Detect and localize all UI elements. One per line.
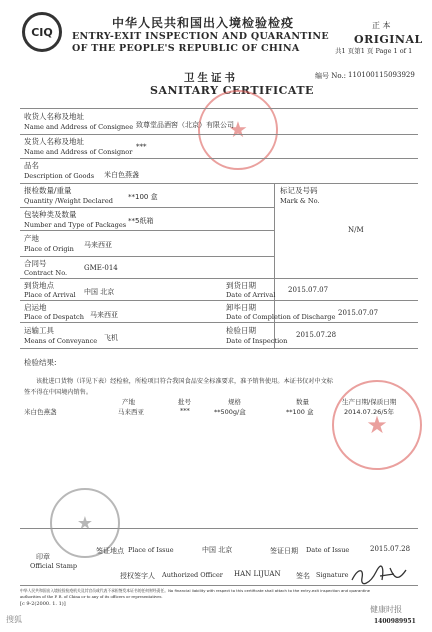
marks-value: N/M	[348, 226, 364, 234]
handwritten-signature	[350, 564, 410, 586]
signature-label-zh: 签名	[296, 572, 310, 580]
discharge-label-en: Date of Completion of Discharge	[226, 313, 336, 321]
page-info: 共1 页第1 页 Page 1 of 1	[335, 47, 413, 55]
result-row-spec: **500g/盒	[214, 408, 246, 416]
result-row-qty: **100 盒	[286, 408, 314, 416]
issue-date-value: 2015.07.28	[370, 545, 411, 553]
arrival-date-label-en: Date of Arrival	[226, 291, 276, 299]
marks-label-en: Mark & No.	[280, 197, 320, 205]
issue-place-label-zh: 签证地点	[96, 547, 124, 555]
inspection-stamp-top: ★	[198, 90, 278, 170]
serial-number: 1400989951	[374, 618, 416, 625]
origin-label-en: Place of Origin	[24, 245, 74, 253]
officer-label-en: Authorized Officer	[162, 571, 223, 579]
result-heading: 检验结果:	[24, 358, 57, 367]
official-stamp-label-en: Official Stamp	[30, 562, 78, 570]
conveyance-label-zh: 运输工具	[24, 326, 54, 335]
inspection-label-zh: 检验日期	[226, 326, 256, 335]
disclaimer-line-1: 中华人民共和国出入境检验检疫机关及其官员或代表不承担签发本证书的任何财经责任。No financial liability with respect to this certificate shall attach to the entry-exit inspection and quarantine	[20, 588, 371, 593]
header-title-en-1: ENTRY-EXIT INSPECTION AND QUARANTINE	[72, 31, 329, 42]
disclaimer-line-2: authorities of the P. R. of China or to any of its officers or representatives.	[20, 594, 163, 599]
result-row-origin: 马来西亚	[118, 408, 144, 416]
issue-date-label-zh: 签证日期	[270, 547, 298, 555]
origin-label-zh: 产地	[24, 234, 39, 243]
quantity-label-en: Quantity /Weight Declared	[24, 197, 113, 205]
certificate-number: 110100115093929	[348, 71, 415, 79]
goods-value: 米白色燕盏	[104, 171, 139, 179]
quantity-value: **100 盒	[128, 193, 158, 201]
inspection-stamp-results: ★	[332, 380, 422, 470]
marks-label-zh: 标记及号码	[280, 186, 318, 195]
watermark-right: 健康时报	[370, 605, 402, 614]
arrival-date-label-zh: 到货日期	[226, 281, 256, 290]
issue-place-value: 中国 北京	[202, 546, 233, 554]
inspection-label-en: Date of Inspection	[226, 337, 288, 345]
result-text-2: 签不得在中国境内销售。	[24, 389, 93, 396]
officer-label-zh: 授权签字人	[120, 572, 155, 580]
consignee-value: 致尊堂品酒窖（北京）有限公司	[136, 121, 234, 129]
officer-name: HAN LIJUAN	[234, 570, 281, 578]
form-code: [c 9-2(2000. 1. 1)]	[20, 601, 66, 607]
inspection-value: 2015.07.28	[296, 331, 337, 339]
certificate-number-label: 编号 No.:	[315, 72, 347, 80]
conveyance-value: 飞机	[104, 334, 118, 342]
consignee-label-zh: 收货人名称及地址	[24, 112, 84, 121]
arrival-place-label-en: Place of Arrival	[24, 291, 76, 299]
consignor-value: ***	[136, 143, 147, 151]
result-col-origin: 产地	[122, 398, 135, 406]
arrival-place-label-zh: 到货地点	[24, 281, 54, 290]
result-row-date: 2014.07.26/5年	[344, 408, 395, 416]
packages-value: **5纸箱	[128, 217, 154, 225]
conveyance-label-en: Means of Conveyance	[24, 337, 98, 345]
result-col-date: 生产日期/保质日期	[342, 398, 397, 406]
despatch-label-en: Place of Despatch	[24, 313, 84, 321]
result-col-batch: 批号	[178, 398, 191, 406]
consignor-label-zh: 发货人名称及地址	[24, 137, 84, 146]
packages-label-en: Number and Type of Packages	[24, 221, 127, 229]
header-title-en-2: OF THE PEOPLE'S REPUBLIC OF CHINA	[72, 43, 300, 54]
signature-label-en: Signature	[316, 571, 349, 579]
despatch-value: 马来西亚	[90, 311, 118, 319]
original-label-zh: 正 本	[372, 21, 391, 30]
original-label-en: ORIGINAL	[354, 33, 423, 46]
result-row-batch: ***	[180, 407, 190, 415]
despatch-label-zh: 启运地	[24, 303, 47, 312]
official-stamp-seal: ★	[50, 488, 120, 558]
official-stamp-label-zh: 印章	[36, 553, 50, 561]
ciq-logo: CIQ	[22, 12, 62, 52]
result-text-1: 该批进口货物（详见下表）经检验，所检项目符合我国食品安全标准要求，准予销售使用。本证书仅对中文标	[36, 378, 333, 385]
discharge-value: 2015.07.07	[338, 309, 379, 317]
issue-place-label-en: Place of Issue	[128, 546, 174, 554]
header-title-zh: 中华人民共和国出入境检验检疫	[112, 16, 295, 30]
contract-label-en: Contract No.	[24, 269, 68, 277]
certificate-title-en: SANITARY CERTIFICATE	[150, 84, 314, 97]
arrival-date-value: 2015.07.07	[288, 286, 329, 294]
result-row-name: 米白色燕盏	[24, 408, 57, 416]
goods-label-en: Description of Goods	[24, 172, 95, 180]
certificate-title-zh: 卫生证书	[184, 72, 238, 84]
issue-date-label-en: Date of Issue	[306, 546, 350, 554]
discharge-label-zh: 卸毕日期	[226, 303, 256, 312]
goods-label-zh: 品名	[24, 161, 39, 170]
consignor-label-en: Name and Address of Consignor	[24, 148, 133, 156]
arrival-place-value: 中国 北京	[84, 288, 115, 296]
watermark-left: 搜狐	[6, 615, 22, 624]
consignee-label-en: Name and Address of Consignee	[24, 123, 134, 131]
result-col-spec: 规格	[228, 398, 241, 406]
packages-label-zh: 包装种类及数量	[24, 210, 77, 219]
origin-value: 马来西亚	[84, 241, 112, 249]
contract-value: GME-014	[84, 264, 118, 272]
result-col-qty: 数量	[296, 398, 309, 406]
contract-label-zh: 合同号	[24, 259, 47, 268]
quantity-label-zh: 报检数量/重量	[24, 186, 72, 195]
